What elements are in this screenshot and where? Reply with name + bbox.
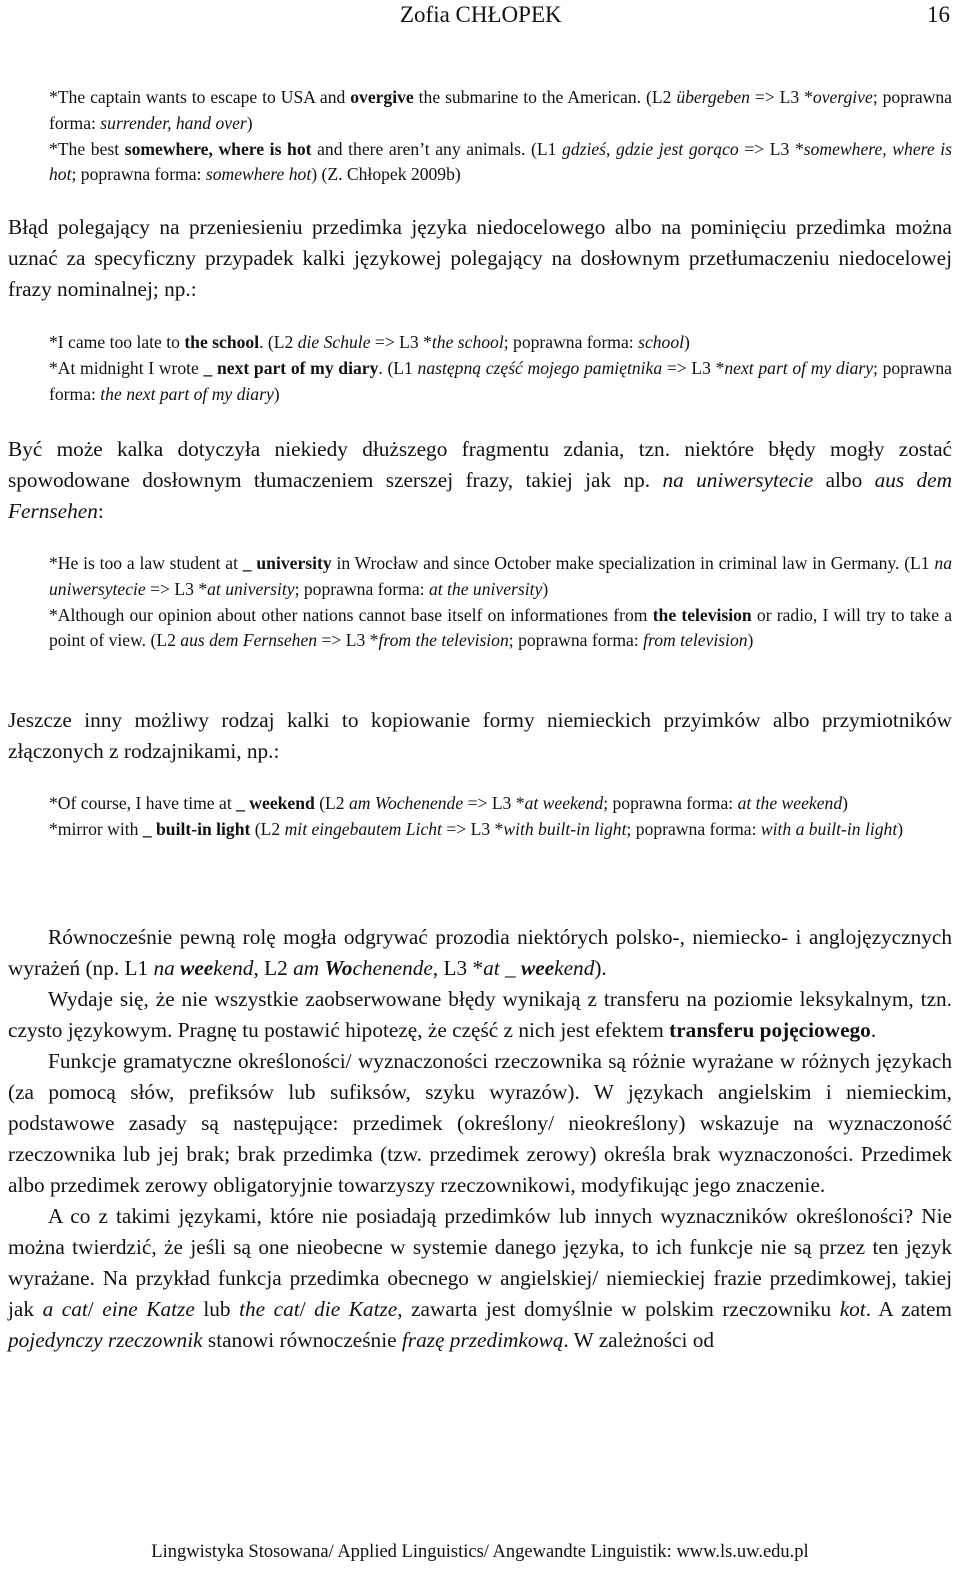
paragraph-definiteness: Funkcje gramatyczne określoności/ wyznaczoności rzeczownika są różnie wyrażane w różnych językach (za pomocą słów, prefiksów lub sufiksów, szyku wyrazów). W językach angielskim i niemieckim, podstawowe zasady są następujące: przedimek (określony/ nieokreślony) wskazuje na wyznaczoność rzeczownika lub jej brak; brak przedimka (tzw. przedimek zerowy) określa brak wyznaczoności. Przedimek albo przedimek zerowy obligatoryjnie towarzyszy rzeczownikowi, modyfikując jego znaczenie.: [8, 1049, 952, 1197]
page-number: 16: [927, 2, 950, 27]
paragraph-text: Jeszcze inny możliwy rodzaj kalki to kopiowanie formy niemieckich przyimków albo przymiotników złączonych z rodzajnikami, np.:: [8, 708, 952, 763]
paragraph-text: Być może kalka dotyczyła niekiedy dłuższego fragmentu zdania, tzn. niektóre błędy mogły zostać spowodowane dosłownym tłumaczeniem szerszej frazy, takiej jak np. na uniwersytecie albo aus dem Fernsehen:: [8, 437, 952, 523]
paragraph-conceptual-transfer: Wydaje się, że nie wszystkie zaobserwowane błędy wynikają z transferu na poziomie leksykalnym, tzn. czysto językowym. Pragnę tu postawić hipotezę, że część z nich jest efektem transferu pojęciowego.: [8, 987, 952, 1042]
example-block-1: [49, 85, 952, 188]
body-text: [8, 922, 952, 1356]
example-item: *He is too a law student at _ university in Wrocław and since October make specialization in criminal law in Germany. (L1 na uniwersytecie => L3 *at university; poprawna forma: at the university): [49, 553, 952, 599]
running-header: [8, 2, 952, 32]
paragraph-article-transfer: [8, 212, 952, 305]
header-author: Zofia CHŁOPEK: [400, 2, 562, 27]
paragraph-preposition-calque: [8, 705, 952, 767]
example-item: *Although our opinion about other nations cannot base itself on informationes from the television or radio, I will try to take a point of view. (L2 aus dem Fernsehen => L3 *from the television; poprawna forma: from television): [49, 604, 953, 651]
example-block-3: [49, 551, 952, 654]
example-item: *At midnight I wrote _ next part of my diary. (L1 następną część mojego pamiętnika => L3 *next part of my diary; poprawna forma: the next part of my diary): [49, 357, 952, 404]
example-item: *mirror with _ built-in light (L2 mit eingebautem Licht => L3 *with built-in light; poprawna forma: with a built-in light): [49, 818, 904, 839]
example-item: *Of course, I have time at _ weekend (L2 am Wochenende => L3 *at weekend; poprawna forma: at the weekend): [49, 793, 848, 813]
paragraph-languages-without-articles: A co z takimi językami, które nie posiadają przedimków lub innych wyznaczników określoności? Nie można twierdzić, że jeśli są one nieobecne w systemie danego języka, to ich funkcje nie są przez ten język wyrażane. Na przykład funkcja przedimka obecnego w angielskiej/ niemieckiej frazie przedimkowej, takiej jak a cat/ eine Katze lub the cat/ die Katze, zawarta jest domyślnie w polskim rzeczowniku kot. A zatem pojedynczy rzeczownik stanowi równocześnie frazę przedimkową. W zależności od: [8, 1204, 952, 1352]
example-item: *I came too late to the school. (L2 die Schule => L3 *the school; poprawna forma: school): [49, 332, 690, 352]
example-item: *The best somewhere, where is hot and there aren’t any animals. (L1 gdzieś, gdzie jest gorąco => L3 *somewhere, where is hot; poprawna forma: somewhere hot) (Z. Chłopek 2009b): [49, 138, 952, 185]
running-footer: Lingwistyka Stosowana/ Applied Linguistics/ Angewandte Linguistik: www.ls.uw.edu.pl: [151, 1542, 809, 1562]
example-block-2: [49, 330, 952, 407]
paragraph-phrase-calque: [8, 434, 952, 527]
paragraph-text: Błąd polegający na przeniesieniu przedimka języka niedocelowego albo na pominięciu przedimka można uznać za specyficzny przypadek kalki językowej polegający na dosłownym przetłumaczeniu niedocelowej frazy nominalnej; np.:: [8, 215, 952, 301]
example-item: *The captain wants to escape to USA and overgive the submarine to the American. (L2 übergeben => L3 *overgive; poprawna forma: surrender, hand over): [49, 87, 952, 133]
example-block-4: [49, 791, 952, 843]
paragraph-prosody: Równocześnie pewną rolę mogła odgrywać prozodia niektórych polsko-, niemiecko- i anglojęzycznych wyrażeń (np. L1 na weekend, L2 am Wochenende, L3 *at _ weekend).: [8, 925, 952, 980]
